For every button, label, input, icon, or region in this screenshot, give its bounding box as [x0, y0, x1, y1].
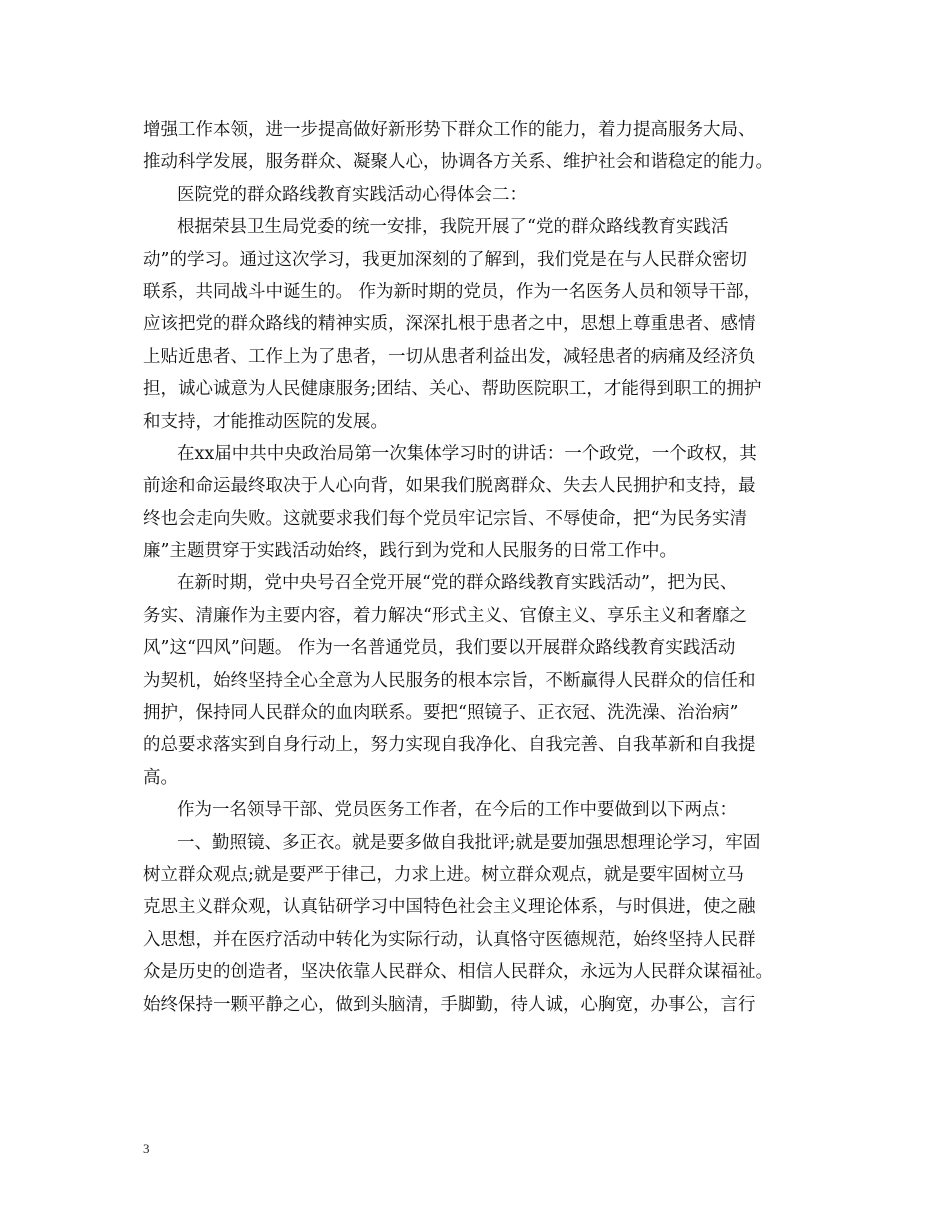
text-line: 前途和命运最终取决于人心向背，如果我们脱离群众、失去人民拥护和支持，最 [143, 476, 756, 497]
text-line: 终也会走向失败。这就要求我们每个党员牢记宗旨、不辱使命，把“为民务实清 [143, 508, 747, 529]
text-line: 高。 [143, 767, 178, 788]
text-line: 风”这“四风”问题。 作为一名普通党员，我们要以开展群众路线教育实践活动 [143, 638, 736, 659]
text-line: 上贴近患者、工作上为了患者，一切从患者利益出发，减轻患者的病痛及经济负 [143, 346, 756, 367]
paragraph-start: 作为一名领导干部、党员医务工作者，在今后的工作中要做到以下两点： [177, 800, 737, 821]
text-line: 入思想，并在医疗活动中转化为实际行动，认真恪守医德规范，始终坚持人民群 [143, 929, 756, 950]
text-line: 众是历史的创造者，坚决依靠人民群众、相信人民群众，永远为人民群众谋福祉。 [143, 962, 773, 983]
text-line: 廉”主题贯穿于实践活动始终，践行到为党和人民服务的日常工作中。 [143, 541, 677, 562]
paragraph-start: 一、勤照镜、多正衣。就是要多做自我批评;就是要加强思想理论学习，牢固 [177, 832, 761, 853]
text-line: 克思主义群众观，认真钻研学习中国特色社会主义理论体系，与时俱进，使之融 [143, 897, 756, 918]
text-line: 动”的学习。通过这次学习，我更加深刻的了解到，我们党是在与人民群众密切 [143, 249, 747, 270]
page-number: 3 [143, 1141, 150, 1156]
section-heading: 医院党的群众路线教育实践活动心得体会二： [177, 184, 527, 205]
text-line: 应该把党的群众路线的精神实质，深深扎根于患者之中，思想上尊重患者、感情 [143, 314, 756, 335]
paragraph-start: 根据荣县卫生局党委的统一安排，我院开展了“党的群众路线教育实践活 [177, 217, 729, 238]
text-line: 增强工作本领，进一步提高做好新形势下群众工作的能力，着力提高服务大局、 [143, 120, 756, 140]
paragraph-start: 在xx届中共中央政治局第一次集体学习时的讲话：一个政党，一个政权，其 [177, 443, 757, 464]
text-line: 为契机，始终坚持全心全意为人民服务的根本宗旨，不断赢得人民群众的信任和 [143, 670, 756, 691]
text-line: 推动科学发展，服务群众、凝聚人心，协调各方关系、维护社会和谐稳定的能力。 [143, 152, 773, 173]
text-line: 树立群众观点;就是要严于律己，力求上进。树立群众观点，就是要牢固树立马 [143, 864, 744, 885]
text-line: 担，诚心诚意为人民健康服务;团结、关心、帮助医院职工，才能得到职工的拥护 [143, 379, 762, 400]
text-line: 联系，共同战斗中诞生的。 作为新时期的党员，作为一名医务人员和领导干部， [143, 281, 762, 302]
document-body [143, 114, 815, 1021]
text-line: 务实、清廉作为主要内容，着力解决“形式主义、官僚主义、享乐主义和奢靡之 [143, 605, 747, 626]
text-line: 的总要求落实到自身行动上，努力实现自我净化、自我完善、自我革新和自我提 [143, 735, 756, 756]
paragraph-start: 在新时期，党中央号召全党开展“党的群众路线教育实践活动”，把为民、 [177, 573, 738, 594]
text-line: 始终保持一颗平静之心，做到头脑清，手脚勤，待人诚，心胸宽，办事公，言行 [143, 994, 756, 1015]
text-line: 拥护，保持同人民群众的血肉联系。要把“照镜子、正衣冠、洗洗澡、治治病” [143, 703, 739, 724]
text-line: 和支持，才能推动医院的发展。 [143, 411, 388, 432]
